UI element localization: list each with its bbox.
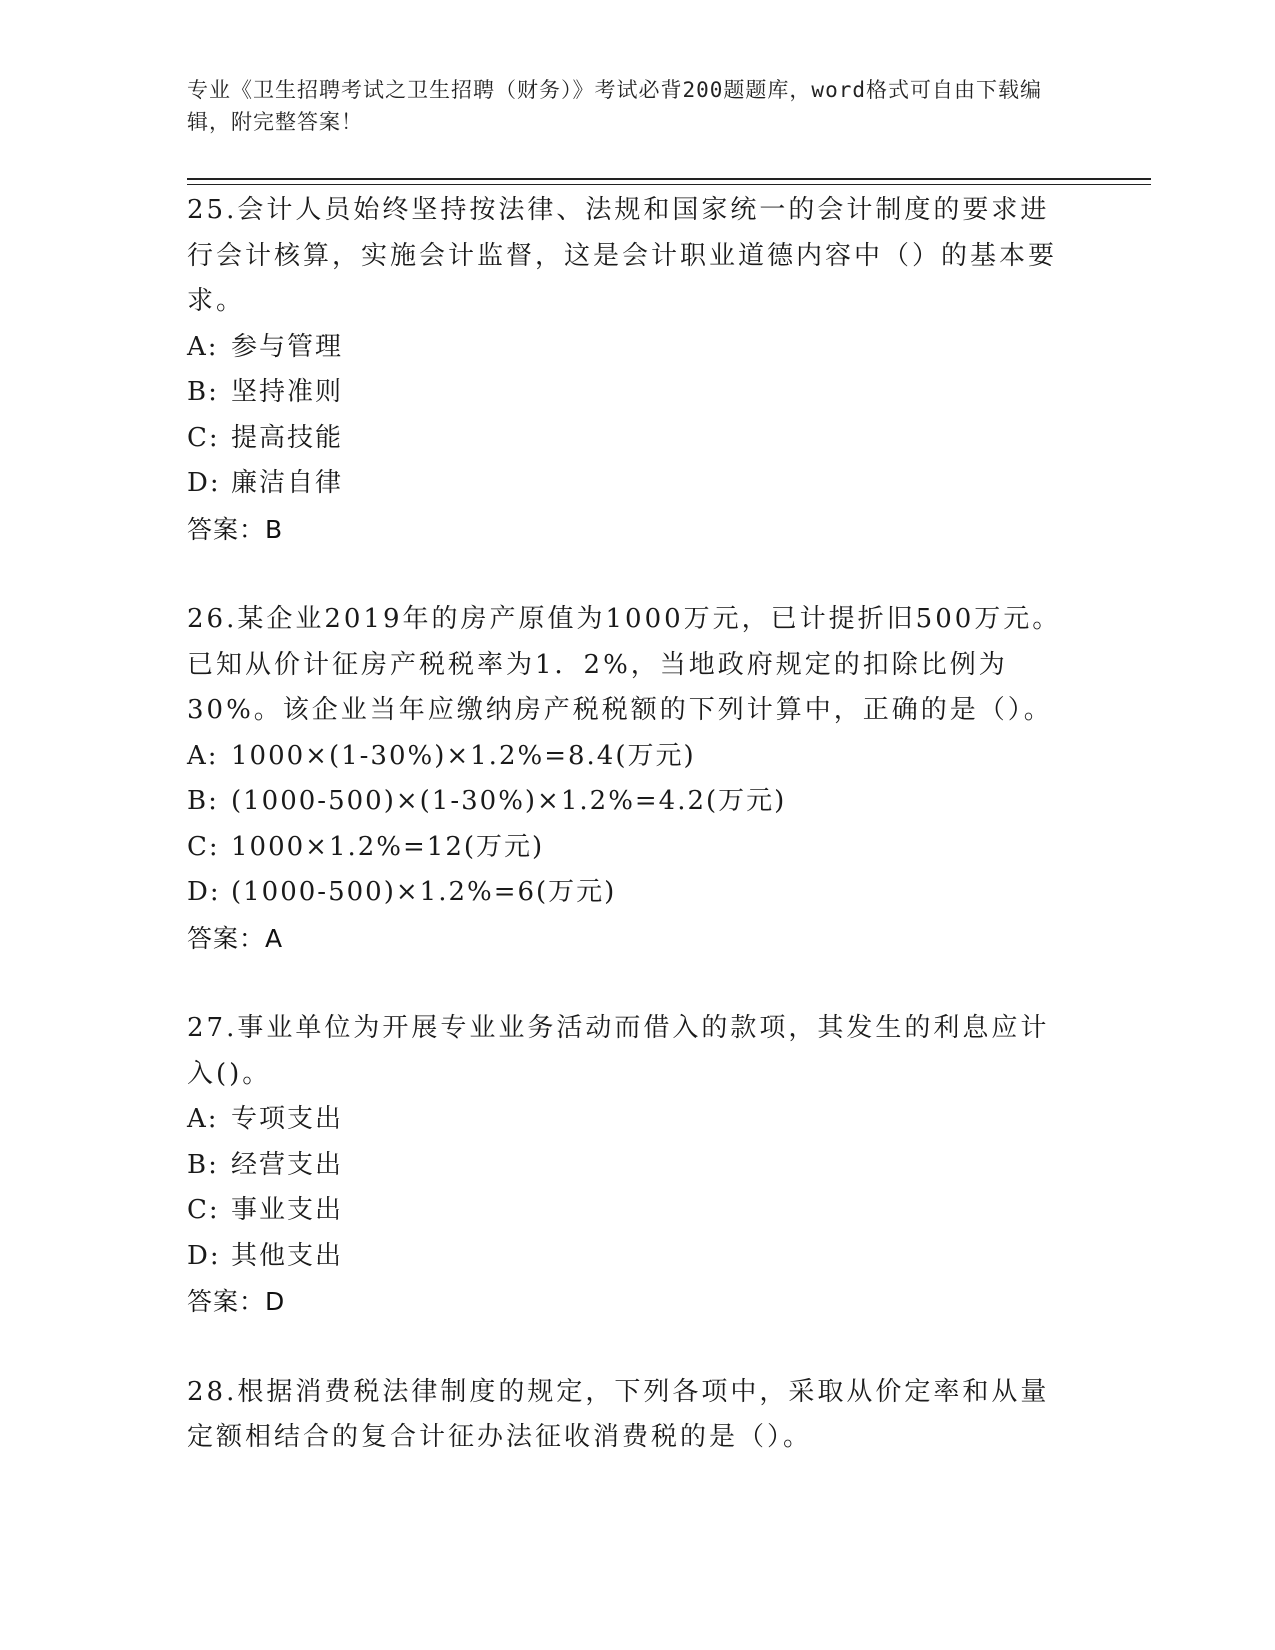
option-key: A:: [187, 740, 219, 771]
option-key: C:: [187, 1195, 220, 1225]
option-list: [187, 734, 1077, 916]
option-key: D:: [187, 877, 221, 907]
option-a: [187, 1097, 1077, 1143]
option-key: C:: [187, 422, 220, 453]
option-key: B:: [187, 786, 219, 816]
header-rule-thick: [187, 178, 1151, 180]
option-b: [187, 370, 1077, 416]
option-text: 廉洁自律: [231, 468, 344, 498]
option-b: [187, 1143, 1077, 1189]
option-d: [187, 870, 1077, 916]
option-text: 提高技能: [231, 422, 344, 453]
question-28: [187, 1370, 1077, 1461]
answer-line: [187, 507, 1077, 553]
document-header: 专业《卫生招聘考试之卫生招聘（财务）》考试必背200题题库，word格式可自由下载编辑，附完整答案！: [187, 78, 1042, 134]
option-text: 专项支出: [231, 1104, 344, 1134]
option-key: C:: [187, 831, 220, 862]
question-text: 26.某企业2019年的房产原值为1000万元，已计提折旧500万元。已知从价计征房产税税率为1．2%，当地政府规定的扣除比例为30%。该企业当年应缴纳房产税税额的下列计算中，正确的是（）。: [187, 604, 1062, 725]
answer-value: B: [265, 514, 284, 544]
question-list: [187, 188, 1077, 1461]
option-text: 1000×1.2%=12(万元): [231, 831, 545, 862]
option-text: 经营支出: [231, 1149, 344, 1180]
option-d: [187, 461, 1077, 507]
answer-label: 答案：: [187, 1287, 266, 1316]
answer-value: D: [265, 1287, 286, 1316]
question-26: [187, 597, 1077, 961]
option-key: B:: [187, 1149, 219, 1180]
option-text: (1000-500)×(1-30%)×1.2%=4.2(万元): [231, 786, 787, 816]
option-list: [187, 325, 1077, 507]
answer-label: 答案：: [187, 514, 266, 544]
option-text: 参与管理: [231, 331, 344, 362]
option-list: [187, 1097, 1077, 1279]
question-27: [187, 1006, 1077, 1325]
option-key: B:: [187, 377, 219, 407]
option-d: [187, 1234, 1077, 1280]
answer-value: A: [265, 923, 284, 953]
option-text: (1000-500)×1.2%=6(万元): [231, 877, 617, 907]
answer-line: [187, 1279, 1077, 1325]
option-a: [187, 325, 1077, 371]
option-c: [187, 1188, 1077, 1234]
question-text: 28.根据消费税法律制度的规定，下列各项中，采取从价定率和从量定额相结合的复合计征办法征收消费税的是（）。: [187, 1376, 1050, 1452]
option-key: D:: [187, 468, 221, 498]
option-text: 坚持准则: [231, 377, 344, 407]
answer-label: 答案：: [187, 923, 266, 953]
option-text: 其他支出: [231, 1240, 344, 1271]
option-key: A:: [187, 1104, 219, 1134]
option-a: [187, 734, 1077, 780]
option-c: [187, 416, 1077, 462]
option-key: A:: [187, 331, 219, 362]
header-rule-thin: [187, 184, 1151, 185]
option-c: [187, 825, 1077, 871]
option-text: 1000×(1-30%)×1.2%=8.4(万元): [231, 740, 696, 771]
answer-line: [187, 916, 1077, 962]
option-b: [187, 779, 1077, 825]
question-25: [187, 188, 1077, 552]
option-text: 事业支出: [231, 1195, 344, 1225]
question-text: 25.会计人员始终坚持按法律、法规和国家统一的会计制度的要求进行会计核算，实施会计监督，这是会计职业道德内容中（）的基本要求。: [187, 195, 1058, 316]
question-text: 27.事业单位为开展专业业务活动而借入的款项，其发生的利息应计入()。: [187, 1013, 1050, 1089]
option-key: D:: [187, 1240, 221, 1271]
